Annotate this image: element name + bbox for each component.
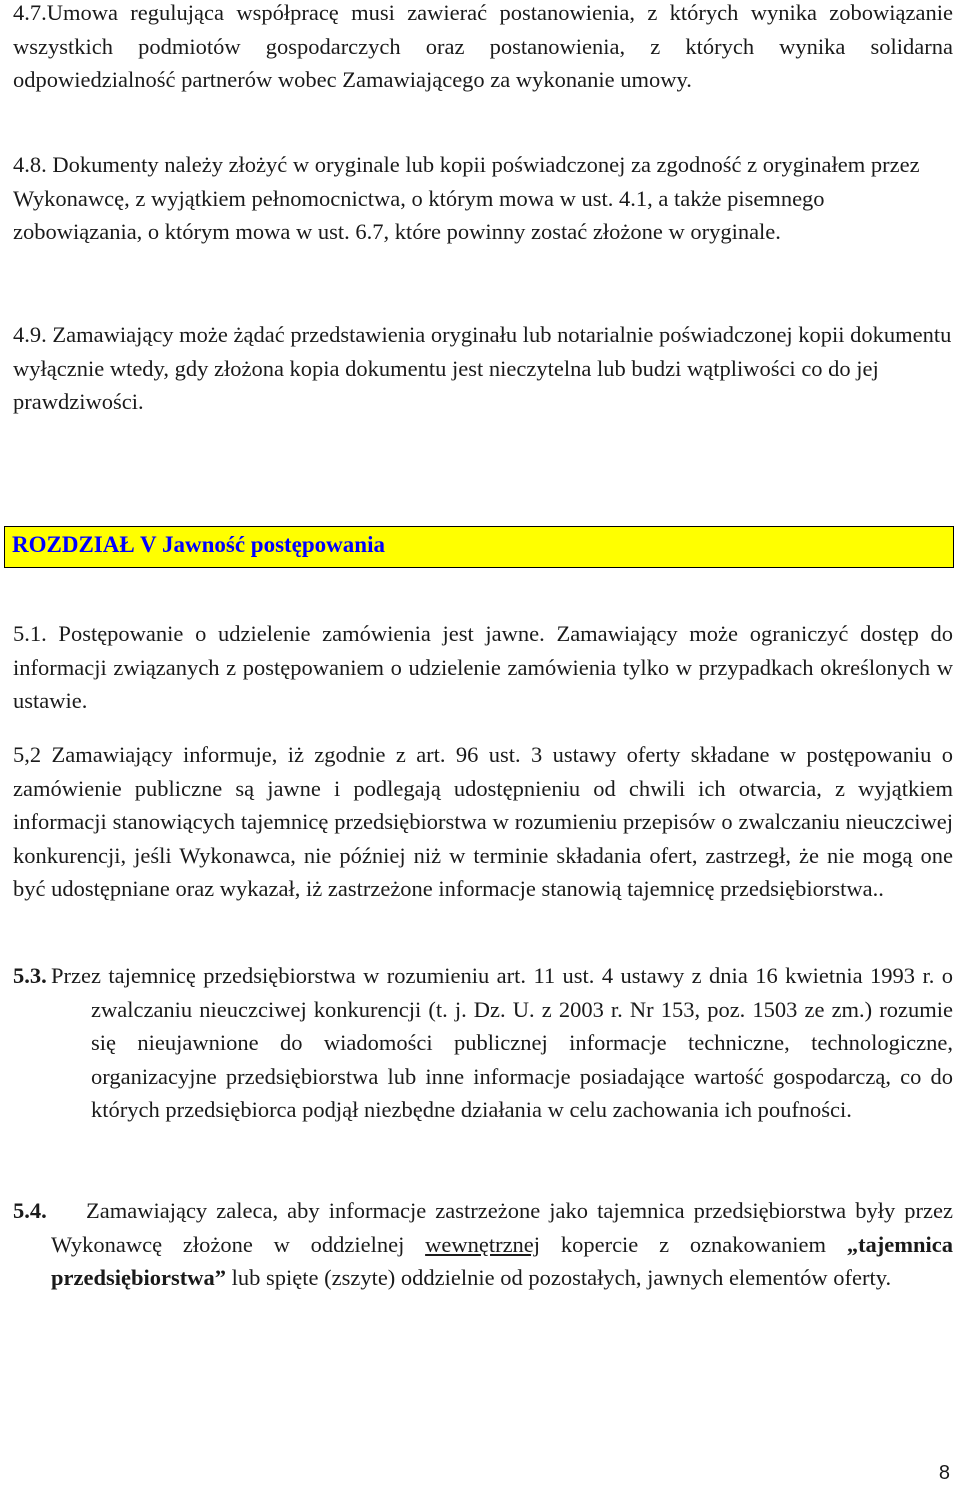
paragraph-5-3-label: 5.3. [13, 963, 47, 988]
paragraph-5-4 [13, 1194, 953, 1295]
paragraph-5-1: 5.1. Postępowanie o udzielenie zamówienia jest jawne. Zamawiający może ograniczyć dostęp do informacji związanych z postępowaniem o udzielenie zamówienia tylko w przypadkach określonych w ustawie. [13, 621, 953, 713]
paragraph-5-4-text [51, 1194, 953, 1295]
paragraph-5-2: 5,2 Zamawiający informuje, iż zgodnie z art. 96 ust. 3 ustawy oferty składane w postępowaniu o zamówienie publiczne są jawne i podlegają udostępnieniu od chwili ich otwarcia, z wyjątkiem informacji stanowiących tajemnicę przedsiębiorstwa w rozumieniu przepisów o zwalczaniu nieuczciwej konkurencji, jeśli Wykonawca, nie później niż w terminie składania ofert, zastrzegł, że nie mogą one być udostępniane oraz wykazał, iż zastrzeżone informacje stanowią tajemnicę przedsiębiorstwa.. [13, 742, 953, 901]
paragraph-4-9: 4.9. Zamawiający może żądać przedstawienia oryginału lub notarialnie poświadczonej kopii dokumentu wyłącznie wtedy, gdy złożona kopia dokumentu jest nieczytelna lub budzi wątpliwości co do jej prawdziwości. [13, 322, 952, 414]
bold-phrase: „tajemnica przedsiębiorstwa” [51, 1231, 954, 1290]
underlined-word: wewnętrznej [425, 1231, 541, 1257]
paragraph-5-4-label: 5.4. [13, 1198, 47, 1223]
paragraph-5-4-part-c: lub spięte (zszyte) oddzielnie od pozostałych, jawnych elementów oferty. [231, 1265, 892, 1290]
paragraph-5-3 [13, 959, 953, 1127]
section-heading: ROZDZIAŁ V Jawność postępowania [12, 532, 385, 557]
paragraph-4-8: 4.8. Dokumenty należy złożyć w oryginale lub kopii poświadczonej za zgodność z oryginałem przez Wykonawcę, z wyjątkiem pełnomocnictwa, o którym mowa w ust. 4.1, a także pisemnego zobowiązania, o którym mowa w ust. 6.7, które powinny zostać złożone w oryginale. [13, 152, 920, 244]
paragraph-5-4-part-a: Zamawiający zaleca, aby informacje zastrzeżone jako tajemnica przedsiębiorstwa były przez Wykonawcę złożone w oddzielnej [51, 1198, 953, 1257]
paragraph-5-3-text: Przez tajemnicę przedsiębiorstwa w rozumieniu art. 11 ust. 4 ustawy z dnia 16 kwietnia 1993 r. o zwalczaniu nieuczciwej konkurencji (t. j. Dz. U. z 2003 r. Nr 153, poz. 1503 ze zm.) rozumie się nieujawnione do wiadomości publicznej informacje techniczne, technologiczne, organizacyjne przedsiębiorstwa lub inne informacje posiadające wartość gospodarczą, co do których przedsiębiorca podjął niezbędne działania w celu zachowania ich poufności. [51, 963, 953, 1122]
page-number: 8 [938, 1462, 950, 1484]
paragraph-5-4-part-b: kopercie z oznakowaniem [560, 1231, 827, 1257]
paragraph-4-7: 4.7.Umowa regulująca współpracę musi zawierać postanowienia, z których wynika zobowiązanie wszystkich podmiotów gospodarczych oraz postanowienia, z których wynika solidarna odpowiedzialność partnerów wobec Zamawiającego za wykonanie umowy. [13, 0, 953, 92]
